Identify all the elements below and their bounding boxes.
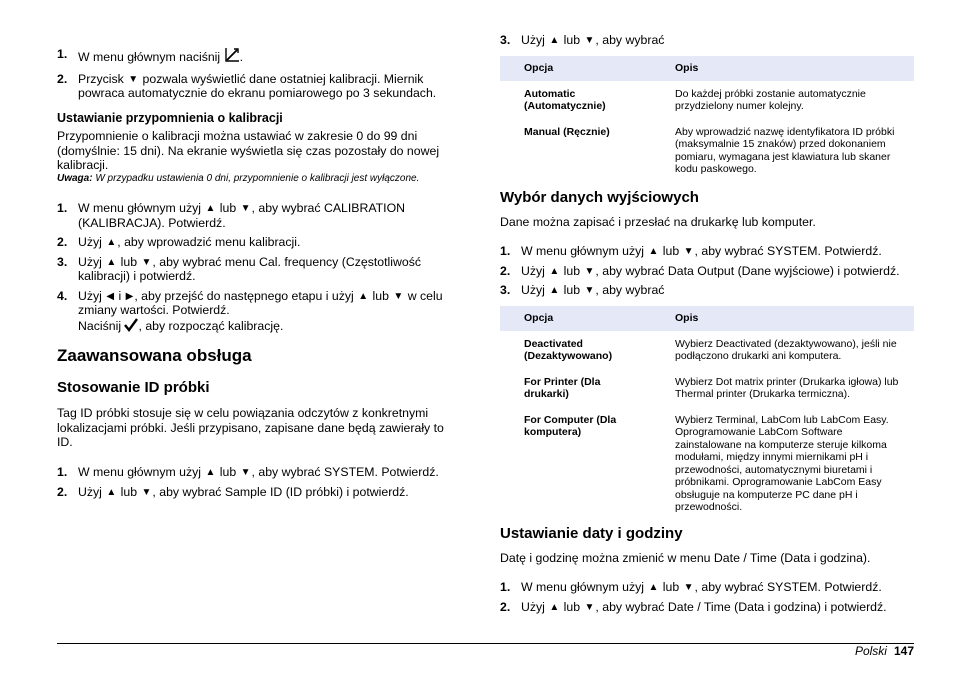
step-number: 2. xyxy=(500,599,511,614)
reminder-paragraph: Przypomnienie o kalibracji można ustawiać w zakresie 0 do 99 dni (domyślnie: 15 dni). Na ekranie wyświetla się czas pozostały do nowej kalibracji. xyxy=(57,129,440,172)
calibration-icon xyxy=(224,47,240,67)
up-arrow-icon: ▲ xyxy=(549,265,560,277)
step-text: , aby wybrać SYSTEM. Potwierdź. xyxy=(694,580,882,594)
step-text: Użyj xyxy=(78,254,102,269)
list-item xyxy=(57,289,457,336)
output-heading: Wybór danych wyjściowych xyxy=(500,189,699,206)
up-arrow-icon: ▲ xyxy=(106,256,117,268)
footer-language: Polski xyxy=(854,644,887,658)
up-arrow-icon: ▲ xyxy=(106,237,117,248)
column-header: Opcja xyxy=(500,56,651,81)
step-text: lub xyxy=(563,263,581,278)
output-paragraph: Dane można zapisać i przesłać na drukarkę lub komputer. xyxy=(500,215,816,229)
table-cell: Wybierz Terminal, LabCom lub LabCom Easy. Oprogramowanie LabCom Software zainstalowane na komputerze steruje kilkoma modułami, między innymi miernikami pH i przewodności, automatycznymi biuretami i próbnikami. Oprogramowanie LabCom Easy obsługuje na komputerze PC dane pH i przewodności. xyxy=(675,413,889,513)
table-header-row xyxy=(500,306,914,331)
list-item xyxy=(500,33,914,48)
note xyxy=(57,173,452,185)
step-number: 1. xyxy=(57,465,68,479)
sample-id-options-table xyxy=(500,56,914,182)
step-number: 1. xyxy=(57,47,68,61)
down-arrow-icon: ▼ xyxy=(240,203,251,214)
up-arrow-icon: ▲ xyxy=(549,601,560,613)
date-time-steps xyxy=(500,580,914,619)
column-header: Opcja xyxy=(500,306,651,331)
step-text: pozwala wyświetlić dane ostatniej kalibracji. Miernik powraca automatycznie do ekranu pomiarowego po 3 sekundach. xyxy=(78,71,437,100)
up-arrow-icon: ▲ xyxy=(549,285,560,296)
step-text: , aby wybrać SYSTEM. Potwierdź. xyxy=(694,244,882,258)
step-text: Użyj xyxy=(78,484,102,499)
step-text: W menu głównym naciśnij xyxy=(78,50,221,64)
page-footer xyxy=(855,644,914,658)
list-item xyxy=(57,201,457,230)
up-arrow-icon: ▲ xyxy=(549,35,560,46)
step-text: , aby wybrać xyxy=(595,283,665,297)
list-item xyxy=(500,283,914,298)
reminder-heading: Ustawianie przypomnienia o kalibracji xyxy=(57,111,283,125)
table-row xyxy=(500,331,914,369)
down-arrow-icon: ▼ xyxy=(683,246,694,257)
sample-id-step-3 xyxy=(500,33,914,53)
step-text: lub xyxy=(563,283,581,297)
note-text: W przypadku ustawienia 0 dni, przypomnienie o kalibracji jest wyłączone. xyxy=(95,172,420,184)
date-time-paragraph: Datę i godzinę można zmienić w menu Date / Time (Data i godzina). xyxy=(500,551,871,565)
step-text: , aby wybrać SYSTEM. Potwierdź. xyxy=(251,465,439,479)
reminder-block xyxy=(57,129,452,185)
confirm-check-icon xyxy=(124,318,138,336)
calibration-view-steps xyxy=(57,47,457,106)
table-cell: Manual (Ręcznie) xyxy=(524,125,610,138)
up-arrow-icon: ▲ xyxy=(648,246,659,257)
step-text: Użyj xyxy=(78,288,102,303)
up-arrow-icon: ▲ xyxy=(205,467,216,478)
list-item xyxy=(57,235,457,250)
table-cell: Wybierz Deactivated (dezaktywowano), jeśli nie podłączono drukarki ani komputera. xyxy=(675,337,897,362)
step-text: lub xyxy=(563,599,581,614)
list-item xyxy=(500,244,914,259)
step-text: lub xyxy=(120,254,138,269)
output-options-table xyxy=(500,306,914,520)
table-cell: Deactivated (Dezaktywowano) xyxy=(524,337,613,362)
list-item xyxy=(57,255,457,284)
step-text: lub xyxy=(120,484,138,499)
up-arrow-icon: ▲ xyxy=(106,486,117,498)
sample-id-heading: Stosowanie ID próbki xyxy=(57,379,210,396)
step-number: 1. xyxy=(57,201,68,215)
footer-divider xyxy=(57,643,914,644)
down-arrow-icon: ▼ xyxy=(584,285,595,296)
calibration-reminder-steps xyxy=(57,201,457,340)
list-item xyxy=(57,465,457,480)
right-arrow-icon: ▶ xyxy=(125,290,134,302)
step-text: lub xyxy=(662,580,680,594)
table-cell: Automatic (Automatycznie) xyxy=(524,87,606,112)
step-text: W menu głównym użyj xyxy=(521,244,645,258)
step-text: , aby wybrać Sample ID (ID próbki) i potwierdź. xyxy=(152,484,409,499)
step-text: lub xyxy=(662,244,680,258)
up-arrow-icon: ▲ xyxy=(205,203,216,214)
step-text: lub xyxy=(219,465,237,479)
step-text: , aby wybrać Date / Time (Data i godzina) i potwierdź. xyxy=(595,599,887,614)
step-text: lub xyxy=(372,288,389,303)
table-header-row xyxy=(500,56,914,81)
step-text: , aby wybrać Data Output (Dane wyjściowe) i potwierdź. xyxy=(595,263,900,278)
left-arrow-icon: ◀ xyxy=(106,290,115,302)
list-item xyxy=(500,264,914,279)
step-text: Naciśnij xyxy=(78,318,122,333)
step-text: Przycisk xyxy=(78,71,124,86)
step-text: W menu głównym użyj xyxy=(521,580,645,594)
table-cell: For Printer (Dla drukarki) xyxy=(524,375,601,400)
step-number: 4. xyxy=(57,288,68,303)
step-text: w celu zmiany wartości. Potwierdź. xyxy=(78,288,443,317)
up-arrow-icon: ▲ xyxy=(648,582,659,593)
step-number: 1. xyxy=(500,244,511,258)
step-text: i xyxy=(118,288,122,303)
step-number: 2. xyxy=(500,263,511,278)
sample-id-steps xyxy=(57,465,457,504)
step-text: , aby wybrać CALIBRATION (KALIBRACJA). Potwierdź. xyxy=(78,201,406,230)
step-text: lub xyxy=(563,33,581,47)
down-arrow-icon: ▼ xyxy=(584,265,595,277)
step-text-end: . xyxy=(239,50,243,64)
list-item xyxy=(57,47,457,67)
down-arrow-icon: ▼ xyxy=(393,290,404,302)
step-text: , aby wybrać xyxy=(595,33,665,47)
step-number: 3. xyxy=(500,283,511,297)
output-steps xyxy=(500,244,914,303)
step-text: Użyj xyxy=(521,33,545,47)
down-arrow-icon: ▼ xyxy=(141,256,152,268)
down-arrow-icon: ▼ xyxy=(683,582,694,593)
step-number: 3. xyxy=(500,33,511,47)
step-text: lub xyxy=(219,201,237,215)
up-arrow-icon: ▲ xyxy=(358,290,369,302)
step-text: Użyj xyxy=(521,599,545,614)
table-row xyxy=(500,81,914,119)
note-label: Uwaga: xyxy=(57,172,93,184)
table-cell: Wybierz Dot matrix printer (Drukarka igłowa) lub Thermal printer (Drukarka termiczna). xyxy=(675,375,899,400)
step-number: 2. xyxy=(57,235,68,249)
list-item xyxy=(500,580,914,595)
list-item xyxy=(57,485,457,500)
page-number: 147 xyxy=(893,644,914,658)
list-item xyxy=(500,600,914,615)
list-item xyxy=(57,72,457,101)
step-number: 2. xyxy=(57,71,68,86)
down-arrow-icon: ▼ xyxy=(240,467,251,478)
step-number: 2. xyxy=(57,484,68,499)
down-arrow-icon: ▼ xyxy=(141,486,152,498)
sample-id-paragraph: Tag ID próbki stosuje się w celu powiązania odczytów z konkretnymi lokalizacjami próbki. Jeśli przypisano, zapisane dane będą zawierały to ID. xyxy=(57,406,444,449)
down-arrow-icon: ▼ xyxy=(584,601,595,613)
down-arrow-icon: ▼ xyxy=(584,35,595,46)
column-header: Opis xyxy=(651,56,914,81)
step-text: , aby wybrać menu Cal. frequency (Częstotliwość kalibracji) i potwierdź. xyxy=(78,254,422,283)
step-number: 3. xyxy=(57,254,68,269)
step-text: , aby przejść do następnego etapu i użyj xyxy=(134,288,354,303)
step-text: W menu głównym użyj xyxy=(78,201,202,215)
table-row xyxy=(500,119,914,182)
table-row xyxy=(500,407,914,520)
down-arrow-icon: ▼ xyxy=(128,73,139,85)
step-text: , aby rozpocząć kalibrację. xyxy=(138,318,284,333)
column-header: Opis xyxy=(651,306,914,331)
step-text: Użyj xyxy=(78,235,102,249)
table-cell: Do każdej próbki zostanie automatycznie przydzielony numer kolejny. xyxy=(675,87,866,112)
advanced-heading: Zaawansowana obsługa xyxy=(57,346,252,365)
table-row xyxy=(500,369,914,407)
table-cell: For Computer (Dla komputera) xyxy=(524,413,617,438)
table-cell: Aby wprowadzić nazwę identyfikatora ID próbki (maksymalnie 15 znaków) przed dokonaniem pomiaru, wymagana jest klawiatura lub skaner kodu paskowego. xyxy=(675,125,895,175)
step-text: Użyj xyxy=(521,283,545,297)
date-time-heading: Ustawianie daty i godziny xyxy=(500,525,683,542)
step-text: W menu głównym użyj xyxy=(78,465,202,479)
step-text: , aby wprowadzić menu kalibracji. xyxy=(117,235,301,249)
step-number: 1. xyxy=(500,580,511,594)
step-text: Użyj xyxy=(521,263,545,278)
